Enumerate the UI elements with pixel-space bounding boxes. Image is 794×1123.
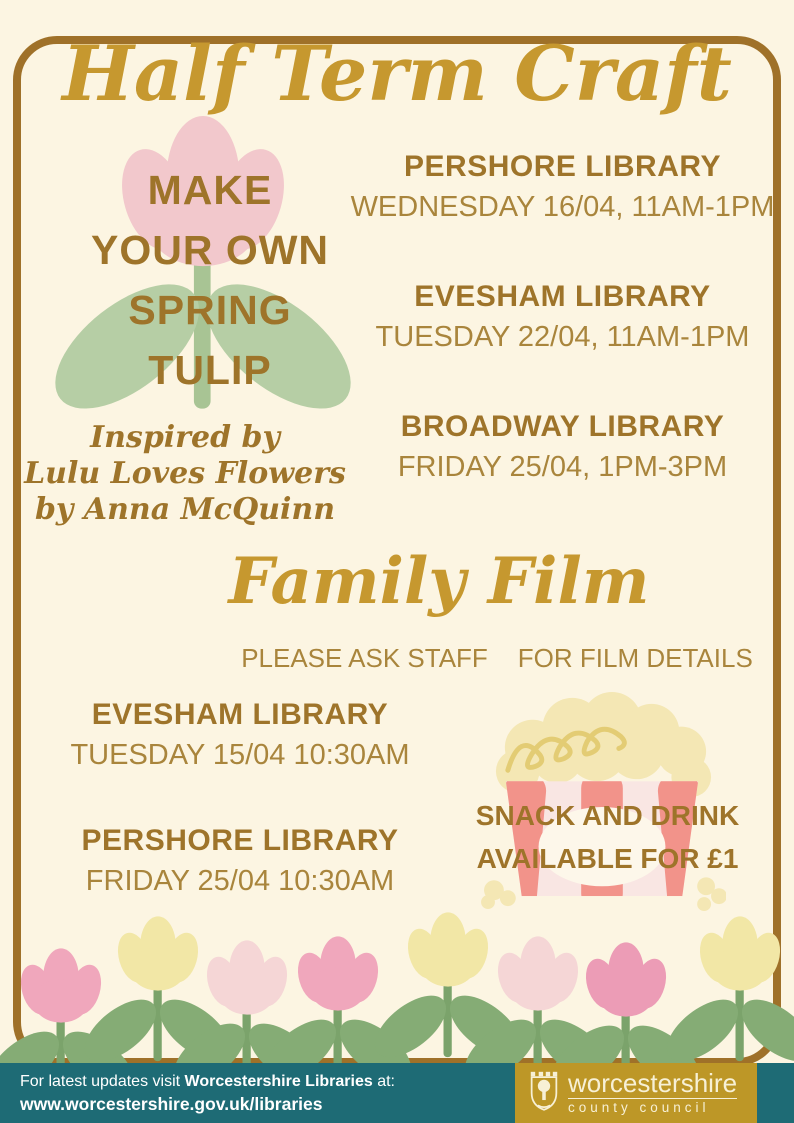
- library-name: PERSHORE LIBRARY: [404, 150, 721, 183]
- library-name: EVESHAM LIBRARY: [91, 698, 389, 731]
- craft-event: [340, 276, 785, 357]
- event-datetime: TUESDAY 22/04, 11AM-1PM: [375, 321, 750, 353]
- footer-bar: [0, 1063, 794, 1123]
- council-name: worcestershire: [568, 1068, 738, 1098]
- inspired-line: Lulu Loves Flowers: [24, 456, 346, 491]
- footer-line1-bold: Worcestershire Libraries: [184, 1073, 373, 1090]
- library-name: EVESHAM LIBRARY: [414, 280, 711, 313]
- promo-line: TULIP: [148, 347, 272, 393]
- inspired-line: Inspired by: [90, 420, 280, 455]
- film-event: [35, 820, 445, 901]
- promo-line: SPRING: [128, 287, 292, 333]
- event-datetime: TUESDAY 15/04 10:30AM: [70, 739, 410, 771]
- film-note: [100, 643, 794, 674]
- council-logo-text: [568, 1070, 737, 1116]
- film-note-left: PLEASE ASK STAFF: [241, 643, 488, 673]
- page-title: Half Term Craft: [62, 29, 732, 118]
- film-event: [35, 694, 445, 775]
- craft-event: [340, 406, 785, 487]
- promo-line: YOUR OWN: [90, 227, 330, 273]
- event-datetime: WEDNESDAY 16/04, 11AM-1PM: [350, 191, 775, 223]
- council-logo: [515, 1063, 757, 1123]
- inspired-by-text: [10, 420, 360, 528]
- craft-events-list: [340, 146, 785, 487]
- council-crest-icon: [529, 1070, 559, 1116]
- council-subtitle: county council: [568, 1100, 710, 1115]
- library-name: BROADWAY LIBRARY: [400, 410, 725, 443]
- event-datetime: FRIDAY 25/04, 1PM-3PM: [397, 451, 728, 483]
- snack-line: SNACK AND DRINK: [475, 800, 740, 831]
- craft-event: [340, 146, 785, 227]
- snack-note: [450, 794, 765, 880]
- footer-text: [20, 1071, 395, 1115]
- footer-url: www.worcestershire.gov.uk/libraries: [20, 1094, 323, 1114]
- footer-line1-prefix: For latest updates visit: [20, 1073, 185, 1090]
- tulip-icon: [665, 916, 794, 1078]
- film-note-right: FOR FILM DETAILS: [517, 643, 753, 673]
- library-name: PERSHORE LIBRARY: [81, 824, 399, 857]
- promo-line: MAKE: [147, 167, 273, 213]
- section-title-family-film: Family Film: [228, 544, 650, 619]
- inspired-line: by Anna McQuinn: [34, 492, 336, 527]
- footer-line1: [20, 1071, 395, 1093]
- event-datetime: FRIDAY 25/04 10:30AM: [85, 865, 395, 897]
- snack-line: AVAILABLE FOR £1: [476, 843, 739, 874]
- footer-line1-suffix: at:: [372, 1073, 395, 1090]
